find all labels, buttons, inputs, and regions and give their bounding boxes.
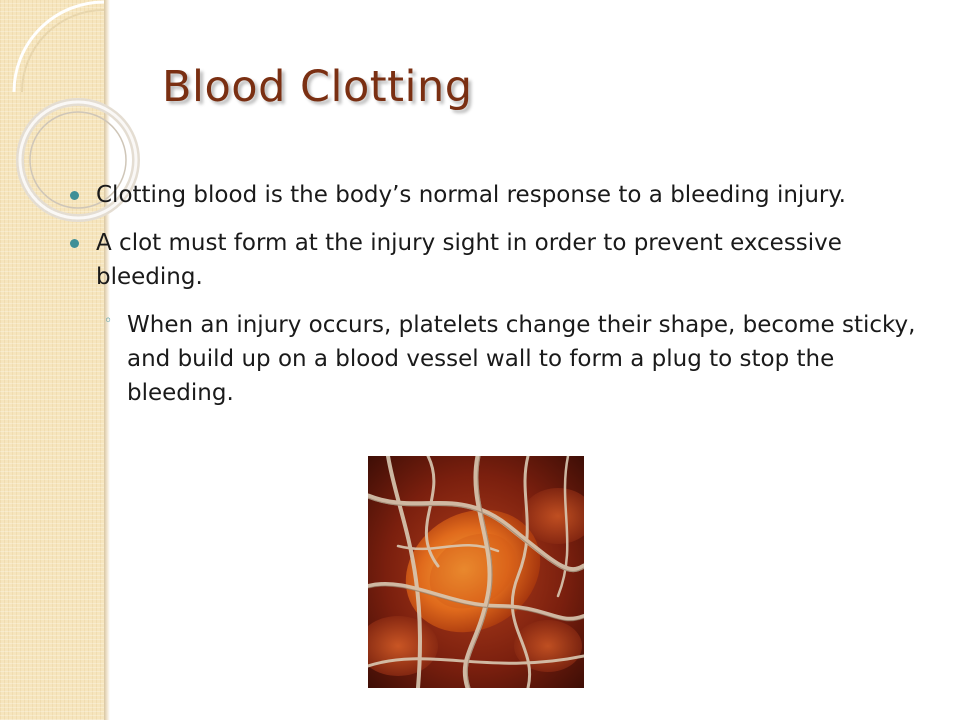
bullet-item (70, 226, 920, 294)
bullet-text: Clotting blood is the body’s normal response to a bleeding injury. (96, 182, 846, 208)
hollow-circle-icon: ◦ (104, 313, 113, 329)
bullet-text: A clot must form at the injury sight in order to prevent excessive bleeding. (96, 230, 842, 290)
bullet-dot-icon (70, 191, 79, 200)
bullet-dot-icon (70, 239, 79, 248)
blood-clot-illustration (368, 456, 584, 688)
slide-title: Blood Clotting (162, 62, 473, 112)
bullet-item (70, 178, 920, 212)
sub-bullet-item (70, 308, 920, 410)
blood-clot-image (368, 456, 584, 688)
bullet-list (70, 178, 920, 410)
sub-bullet-text: When an injury occurs, platelets change their shape, become sticky, and build up on a blood vessel wall to form a plug to stop the bleeding. (127, 312, 916, 406)
